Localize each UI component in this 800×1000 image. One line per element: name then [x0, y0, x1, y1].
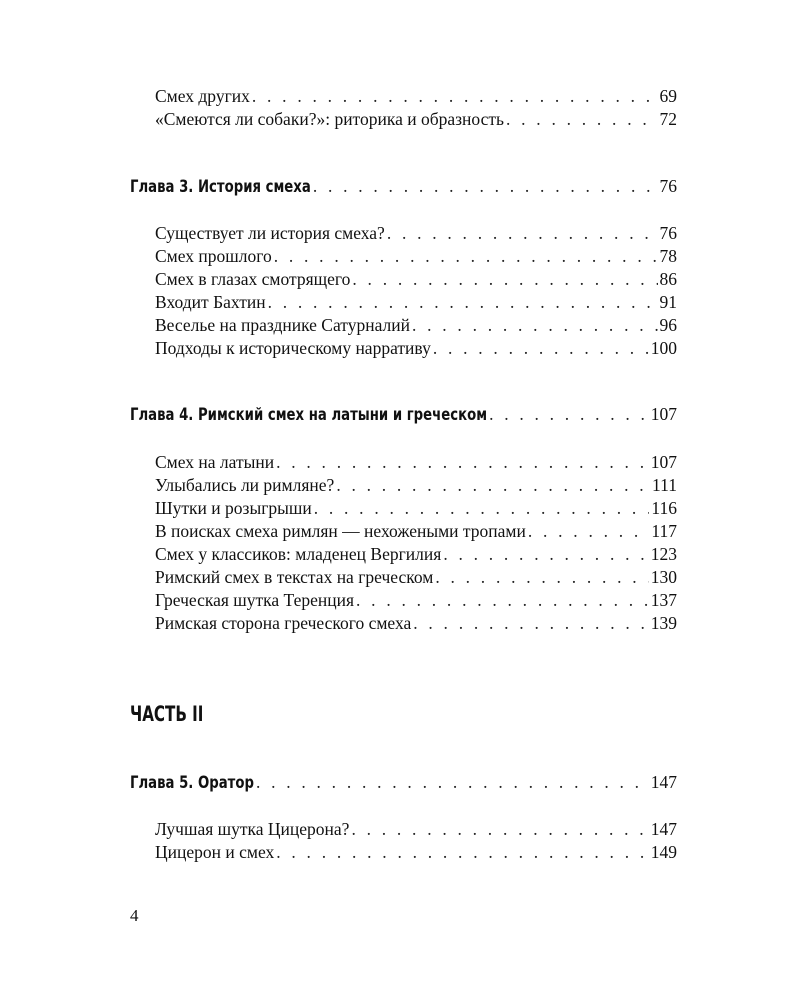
- toc-entry[interactable]: [155, 86, 677, 110]
- toc-entry[interactable]: [155, 109, 677, 133]
- toc-entry-title: Лучшая шутка Цицерона?: [155, 819, 350, 839]
- toc-entry-title: Входит Бахтин: [155, 292, 266, 312]
- toc-entry-page: 78: [659, 246, 677, 266]
- toc-entry[interactable]: [155, 246, 677, 270]
- toc-entry[interactable]: [155, 292, 677, 316]
- dot-leader: [252, 86, 658, 107]
- toc-entry-title: Существует ли история смеха?: [155, 223, 385, 243]
- chapter-title: Глава 3. История смеха: [130, 177, 311, 197]
- toc-entry[interactable]: [155, 338, 677, 362]
- dot-leader: [528, 521, 650, 542]
- toc-entry-page: 139: [650, 613, 677, 633]
- toc-entry-page: 130: [650, 567, 677, 587]
- toc-entry-title: «Смеются ли собаки?»: риторика и образность: [155, 109, 504, 129]
- toc-entry-page: 111: [652, 475, 677, 495]
- dot-leader: [314, 498, 650, 519]
- toc-entry-page: 149: [650, 842, 677, 862]
- dot-leader: [276, 452, 649, 473]
- toc-entry-page: 96: [659, 315, 677, 335]
- toc-entry-page: 137: [650, 590, 677, 610]
- dot-leader: [435, 567, 648, 588]
- toc-entry[interactable]: [155, 498, 677, 522]
- chapter-page: 76: [659, 176, 677, 196]
- chapter-page: 147: [650, 772, 677, 792]
- toc-entry[interactable]: [155, 475, 677, 499]
- toc-entry-page: 116: [651, 498, 677, 518]
- toc-entry[interactable]: [155, 452, 677, 476]
- toc-entry-title: Веселье на празднике Сатурналий: [155, 315, 410, 335]
- dot-leader: [352, 269, 657, 290]
- toc-entry-title: Греческая шутка Теренция: [155, 590, 355, 610]
- toc-entry-page: 100: [650, 338, 677, 358]
- toc-entry[interactable]: [155, 842, 677, 866]
- dot-leader: [489, 404, 649, 425]
- page-number: 4: [130, 906, 139, 925]
- toc-entry[interactable]: [155, 521, 677, 545]
- toc-entry-page: 69: [659, 86, 677, 106]
- toc-entry-title: Подходы к историческому нарративу: [155, 338, 431, 358]
- toc-entry-title: В поисках смеха римлян — нехожеными тропами: [155, 521, 526, 541]
- toc-chapter-5[interactable]: [130, 772, 677, 796]
- toc-entry-page: 91: [659, 292, 677, 312]
- toc-entry-title: Смех в глазах смотрящего: [155, 269, 351, 289]
- toc-entry-page: 107: [650, 452, 677, 472]
- toc-entry[interactable]: [155, 223, 677, 247]
- dot-leader: [433, 338, 649, 359]
- toc-entry-title: Смех других: [155, 86, 250, 106]
- toc-entry-page: 147: [650, 819, 677, 839]
- toc-entry-title: Смех прошлого: [155, 246, 272, 266]
- toc-entry[interactable]: [155, 567, 677, 591]
- dot-leader: [351, 819, 648, 840]
- toc-entry-title: Шутки и розыгрыши: [155, 498, 312, 518]
- dot-leader: [387, 223, 658, 244]
- part-heading: ЧАСТЬ II: [130, 702, 204, 726]
- dot-leader: [413, 613, 649, 634]
- toc-entry-page: 72: [659, 109, 677, 129]
- dot-leader: [313, 176, 658, 197]
- dot-leader: [274, 246, 658, 267]
- toc-entry-title: Цицерон и смех: [155, 842, 275, 862]
- dot-leader: [506, 109, 658, 130]
- toc-entry[interactable]: [155, 819, 677, 843]
- toc-entry-title: Римский смех в текстах на греческом: [155, 567, 434, 587]
- chapter-title: Глава 4. Римский смех на латыни и греческом: [130, 405, 488, 425]
- toc-chapter-4[interactable]: [130, 404, 677, 428]
- toc-entry[interactable]: [155, 315, 677, 339]
- chapter-title: Глава 5. Оратор: [130, 773, 254, 793]
- toc-entry-title: Смех у классиков: младенец Вергилия: [155, 544, 442, 564]
- dot-leader: [356, 590, 649, 611]
- chapter-page: 107: [650, 404, 677, 424]
- toc-entry[interactable]: [155, 590, 677, 614]
- toc-entry-page: 86: [659, 269, 677, 289]
- dot-leader: [336, 475, 650, 496]
- dot-leader: [268, 292, 658, 313]
- dot-leader: [256, 772, 649, 793]
- toc-entry-title: Улыбались ли римляне?: [155, 475, 335, 495]
- toc-entry-title: Римская сторона греческого смеха: [155, 613, 412, 633]
- dot-leader: [412, 315, 658, 336]
- toc-entry[interactable]: [155, 269, 677, 293]
- toc-entry[interactable]: [155, 544, 677, 568]
- dot-leader: [443, 544, 648, 565]
- toc-entry-page: 117: [651, 521, 677, 541]
- toc-chapter-3[interactable]: [130, 176, 677, 200]
- toc-entry[interactable]: [155, 613, 677, 637]
- toc-entry-page: 76: [659, 223, 677, 243]
- toc-entry-title: Смех на латыни: [155, 452, 275, 472]
- dot-leader: [276, 842, 649, 863]
- toc-entry-page: 123: [650, 544, 677, 564]
